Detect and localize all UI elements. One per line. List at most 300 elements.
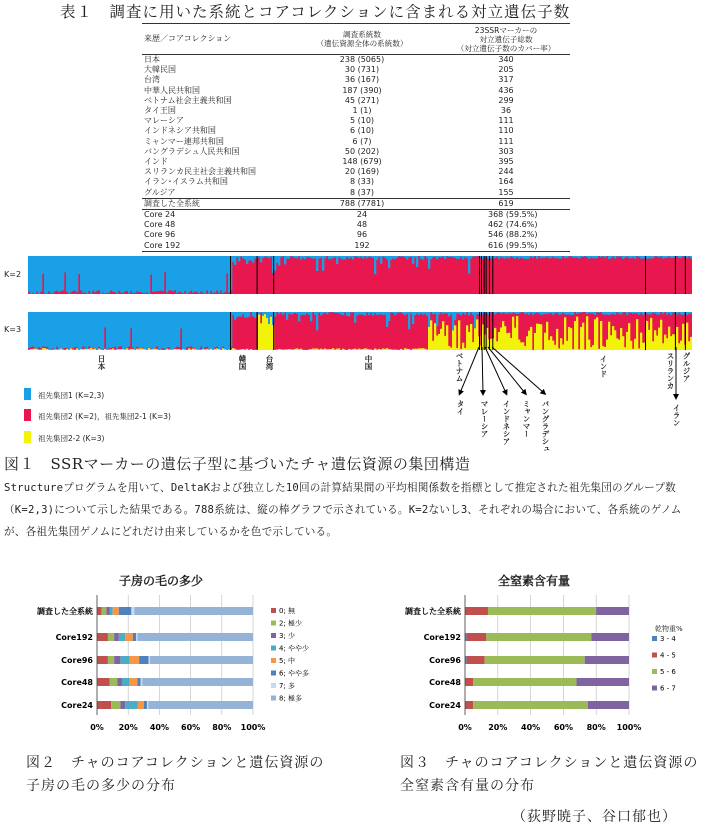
legend-swatch [271,633,276,638]
table-row [142,75,570,85]
individual-bar [314,256,316,258]
individual-bar [182,312,184,349]
individual-bar [678,312,680,313]
individual-bar [198,312,200,350]
individual-bar [218,256,220,293]
individual-bar [572,256,574,258]
individual-bar [126,312,128,348]
individual-bar [348,256,350,259]
bar-segment [122,678,130,686]
table-cell: 日本 [144,55,160,64]
individual-bar [352,256,354,259]
individual-bar [544,312,546,314]
individual-bar [60,349,62,350]
individual-bar [166,312,168,348]
individual-bar [74,312,76,347]
bar-segment [111,701,120,709]
individual-bar [476,312,478,314]
individual-bar [164,312,166,350]
individual-bar [372,312,374,316]
individual-bar [658,312,660,315]
individual-bar [388,312,390,321]
x-tick-label: 0% [458,723,472,732]
category-label: Core192 [423,633,461,642]
individual-bar [152,256,154,292]
bar-segment [485,656,585,664]
individual-bar [490,256,492,258]
x-tick-label: 60% [553,723,573,732]
individual-bar [270,256,272,257]
individual-bar [450,312,452,315]
individual-bar [622,256,624,259]
individual-bar [290,349,292,350]
table-cell: Core 48 [144,220,176,230]
individual-bar [288,312,290,314]
individual-bar [220,312,222,349]
legend-swatch-1 [24,388,31,400]
individual-bar [120,256,122,293]
individual-bar [118,312,120,347]
arrow-bangladesh [492,347,544,393]
individual-bar [340,312,342,315]
individual-bar [420,256,422,259]
table-cell: 48 [356,220,368,230]
individual-bar [580,256,582,257]
individual-bar [388,256,390,268]
individual-bar [100,312,102,349]
individual-bar [338,348,340,350]
individual-bar [214,312,216,347]
bar-segment [138,678,141,686]
individual-bar [154,256,156,291]
individual-bar [422,312,424,315]
chart1-title: 子房の毛の多少 [119,574,204,588]
individual-bar [50,312,52,350]
individual-bar [102,256,104,293]
individual-bar [660,256,662,257]
individual-bar [366,312,368,313]
individual-bar [498,256,500,259]
individual-bar [346,256,348,257]
individual-bar [434,312,436,314]
individual-bar [470,256,472,259]
individual-bar [42,312,44,346]
individual-bar [34,256,36,294]
individual-bar [346,312,348,316]
individual-bar [590,256,592,258]
individual-bar [190,256,192,291]
individual-bar [122,349,124,350]
country-label-china: 中国 [364,355,373,370]
individual-bar [348,312,350,316]
table-cell: 24 [356,210,368,220]
individual-bar [676,312,678,315]
individual-bar [30,312,32,347]
individual-bar [140,348,142,350]
individual-bar [172,349,174,350]
header-count: 調査系統数 （遺伝資源全体の系統数） [316,30,408,48]
individual-bar [316,256,318,271]
individual-bar [344,256,346,259]
individual-bar [632,256,634,258]
individual-bar [586,256,588,257]
individual-bar [78,256,80,274]
individual-bar [650,312,652,314]
individual-bar [368,312,370,315]
individual-bar [630,256,632,258]
individual-bar [98,312,100,347]
bar-segment [473,678,576,686]
bar-segment [131,607,134,615]
table-row [142,157,570,167]
individual-bar [320,349,322,350]
individual-bar [308,349,310,350]
individual-bar [428,327,430,350]
individual-bar [280,349,282,350]
individual-bar [60,312,62,348]
individual-bar [72,350,74,351]
individual-bar [84,312,86,347]
individual-bar [240,349,242,350]
individual-bar [156,256,158,291]
individual-bar [638,312,640,315]
individual-bar [336,312,338,313]
individual-bar [114,312,116,347]
individual-bar [44,312,46,347]
individual-bar [284,349,286,350]
individual-bar [566,312,568,315]
individual-bar [56,256,58,291]
individual-bar [168,312,170,347]
individual-bar [54,349,56,350]
individual-bar [258,256,260,257]
individual-bar [652,312,654,313]
individual-bar [260,256,262,262]
individual-bar [150,349,152,350]
individual-bar [402,312,404,314]
individual-bar [452,256,454,258]
table-cell: Core 96 [144,230,176,240]
individual-bar [548,256,550,258]
individual-bar [104,349,106,350]
individual-bar [640,256,642,259]
individual-bar [280,256,282,257]
individual-bar [130,256,132,291]
individual-bar [314,349,316,350]
individual-bar [246,256,248,264]
individual-bar [408,312,410,329]
individual-bar [364,256,366,257]
individual-bar [406,312,408,314]
individual-bar [270,312,272,316]
individual-bar [376,312,378,315]
table-cell: 大韓民国 [144,65,176,75]
individual-bar [634,256,636,259]
table-cell: 436 [498,85,514,95]
individual-bar [194,312,196,348]
table-row [142,137,570,147]
individual-bar [330,256,332,259]
individual-bar [356,256,358,257]
individual-bar [240,256,242,257]
individual-bar [162,312,164,348]
individual-bar [128,256,130,294]
individual-bar [76,312,78,347]
individual-bar [662,256,664,258]
table-cell: 30 (731) [344,65,380,75]
individual-bar [526,256,528,259]
table-row [142,55,570,65]
individual-bar [68,256,70,294]
individual-bar [292,256,294,257]
individual-bar [338,312,340,314]
individual-bar [96,312,98,350]
individual-bar [558,256,560,259]
individual-bar [620,312,622,314]
bar-segment [486,633,591,641]
table-cell: ミャンマー連邦共和国 [144,136,224,146]
individual-bar [196,256,198,292]
individual-bar [422,348,424,350]
individual-bar [210,349,212,350]
table-row [142,210,570,220]
individual-bar [326,312,328,314]
individual-bar [540,312,542,315]
total-alleles: 619 [498,198,514,208]
legend-swatch [271,671,276,676]
individual-bar [554,312,556,313]
individual-bar [206,312,208,347]
individual-bar [456,256,458,259]
individual-bar [582,256,584,257]
individual-bar [84,256,86,292]
individual-bar [508,256,510,258]
table-cell: 148 (679) [342,157,382,167]
individual-bar [152,349,154,350]
individual-bar [420,312,422,314]
individual-bar [246,312,248,318]
individual-bar [466,256,468,258]
individual-bar [188,348,190,350]
individual-bar [332,256,334,258]
legend-swatch [271,621,276,626]
individual-bar [598,312,600,313]
category-label: Core48 [61,678,93,687]
arrow-myanmar [488,347,525,393]
individual-bar [222,312,224,347]
individual-bar [318,349,320,350]
individual-bar [400,256,402,257]
individual-bar [66,312,68,348]
header-alleles: 23SSRマーカーの 対立遺伝子総数 （対立遺伝子数のカバー率） [456,25,556,53]
individual-bar [216,312,218,347]
table-cell: 5 (10) [349,116,375,126]
bar-segment [119,607,131,615]
bar-segment [109,678,117,686]
individual-bar [648,256,650,258]
figure1-description: Structureプログラムを用いて、DeltaKおよび独立した10回の計算結果間の平均相関係数を指標として推定された祖先集団のグループ数（K=2,3)について示した結果である。788系統は、縦の棒グラフで示されている。K=2ないし3、それぞれの場合において、各系統のゲノムが、各祖先集団ゲノムにどれだけ由来しているかを色で示している。 [4,482,682,538]
individual-bar [390,312,392,313]
individual-bar [266,312,268,318]
individual-bar [78,312,80,350]
individual-bar [270,317,272,350]
individual-bar [124,256,126,291]
individual-bar [350,256,352,258]
individual-bar [322,312,324,314]
individual-bar [666,312,668,315]
individual-bar [690,312,692,313]
bar-segment [125,633,133,641]
individual-bar [152,312,154,349]
table-cell: 20 (169) [344,167,380,177]
chart2-plot [380,590,705,740]
individual-bar [642,312,644,315]
country-label-japan: 日本 [97,355,106,370]
legend-swatch [271,658,276,663]
individual-bar [416,349,418,350]
individual-bar [414,312,416,315]
individual-bar [158,312,160,350]
individual-bar [516,256,518,257]
individual-bar [274,256,276,270]
individual-bar [384,256,386,258]
table-cell: 155 [498,187,514,197]
individual-bar [662,312,664,314]
individual-bar [176,312,178,347]
individual-bar [554,256,556,258]
individual-bar [538,312,540,314]
individual-bar [138,349,140,350]
individual-bar [146,312,148,350]
individual-bar [90,312,92,348]
individual-bar [278,312,280,314]
table-row [142,167,570,177]
individual-bar [36,256,38,292]
individual-bar [608,256,610,259]
individual-bar [502,312,504,313]
individual-bar [70,256,72,292]
individual-bar [452,312,454,330]
individual-bar [324,312,326,313]
individual-bar [184,256,186,291]
individual-bar [82,312,84,346]
individual-bar [208,349,210,350]
individual-bar [172,312,174,349]
individual-bar [100,256,102,294]
table-cell: 8 (37) [349,187,375,197]
individual-bar [116,256,118,294]
individual-bar [514,256,516,259]
bar-segment [148,701,253,709]
legend-label: 3; 少 [279,632,296,640]
k2-label: K=2 [4,270,22,279]
table-cell: 192 [354,240,370,250]
individual-bar [304,256,306,259]
individual-bar [114,256,116,292]
individual-bar [32,312,34,347]
x-tick-label: 20% [118,723,138,732]
individual-bar [132,349,134,350]
individual-bar [396,312,398,313]
individual-bar [316,348,318,350]
table-row [142,230,570,240]
individual-bar [192,312,194,348]
individual-bar [104,256,106,294]
individual-bar [154,312,156,348]
individual-bar [514,312,516,313]
legend-swatch [652,636,657,641]
individual-bar [186,256,188,294]
individual-bar [124,349,126,350]
individual-bar [212,312,214,350]
individual-bar [568,312,570,314]
individual-bar [148,256,150,294]
individual-bar [494,256,496,258]
table-cell: インド [144,157,168,167]
individual-bar [668,256,670,257]
table-cell: マレーシア [144,116,184,126]
individual-bar [220,256,222,290]
bar-segment [142,678,253,686]
individual-bar [138,256,140,292]
individual-bar [294,256,296,258]
k3-label: K=3 [4,325,22,334]
individual-bar [536,256,538,259]
country-label-taiwan: 台湾 [265,355,274,370]
bar-segment [97,607,102,615]
individual-bar [178,312,180,347]
individual-bar [126,256,128,291]
individual-bar [46,349,48,350]
individual-bar [288,349,290,350]
individual-bar [118,349,120,350]
individual-bar [286,349,288,350]
bar-segment [120,701,125,709]
individual-bar [306,256,308,257]
individual-bar [342,312,344,315]
bar-segment [130,678,138,686]
individual-bar [248,312,250,317]
individual-bar [118,256,120,291]
table1-title: 表１ 調査に用いた系統とコアコレクションに含まれる対立遺伝子数 [60,3,571,21]
individual-bar [294,312,296,313]
individual-bar [32,349,34,350]
table-cell: Core 192 [144,240,181,250]
individual-bar [388,349,390,350]
individual-bar [366,256,368,258]
individual-bar [274,312,276,317]
table-row [142,65,570,75]
individual-bar [386,256,388,259]
individual-bar [506,312,508,314]
individual-bar [370,349,372,350]
table-cell: 111 [498,116,514,126]
table-cell: 110 [498,126,514,136]
individual-bar [320,256,322,258]
individual-bar [688,312,690,314]
legend-label: 2; 極少 [279,619,303,628]
individual-bar [438,256,440,257]
individual-bar [136,312,138,347]
individual-bar [122,312,124,349]
individual-bar [376,256,378,260]
x-tick-label: 80% [212,723,232,732]
individual-bar [362,256,364,259]
table-cell: 36 [500,106,512,116]
individual-bar [624,256,626,258]
individual-bar [32,256,34,293]
table-cell: 164 [498,177,514,187]
